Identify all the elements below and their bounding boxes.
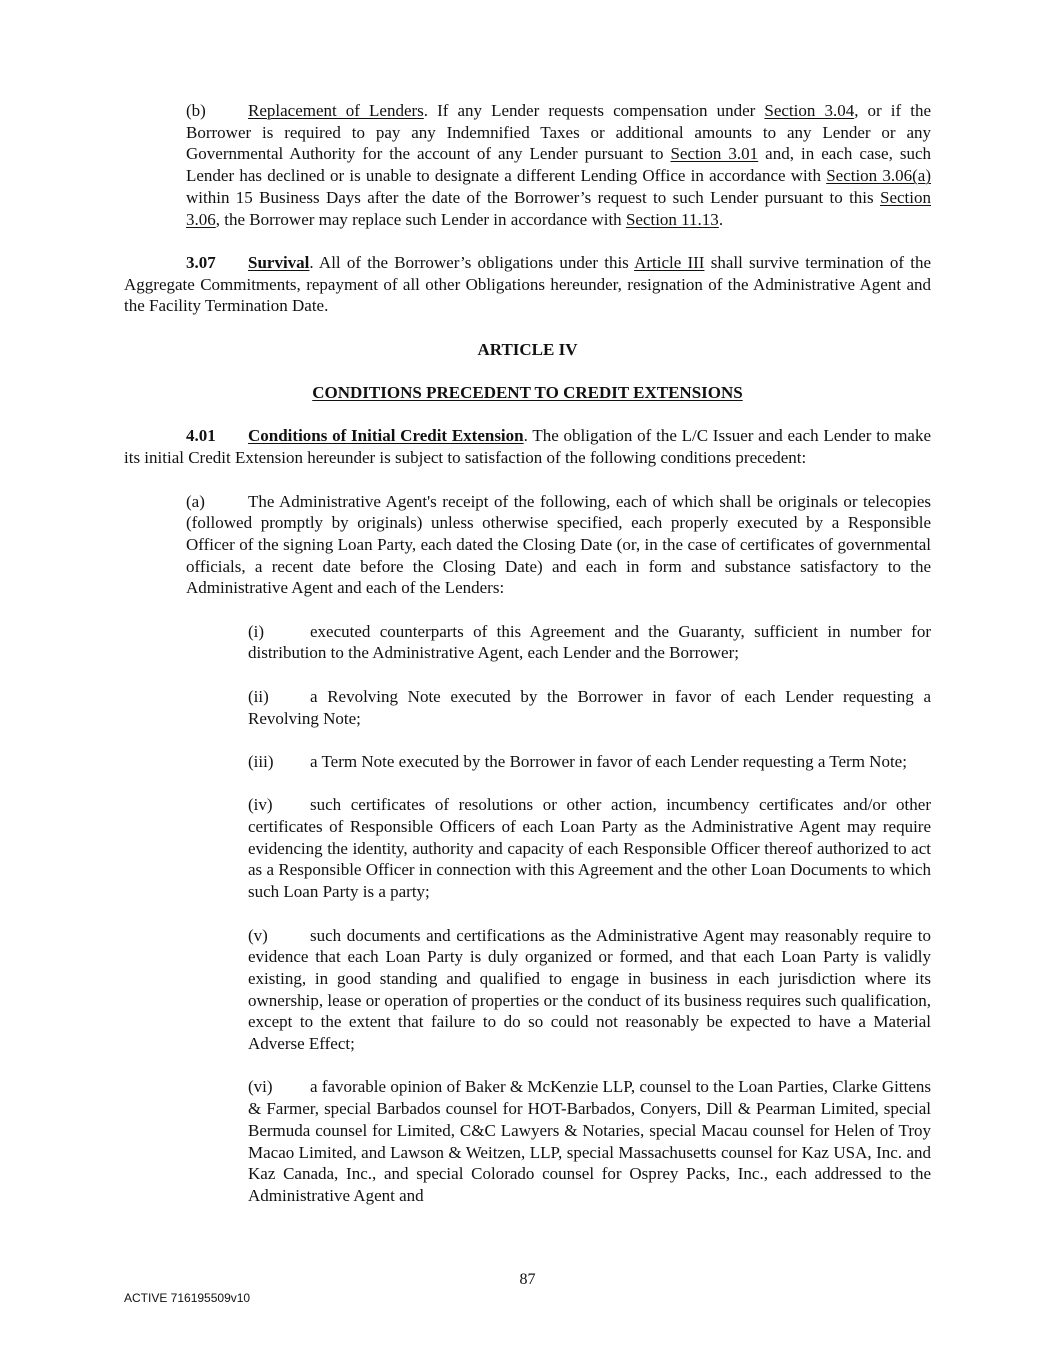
cross-reference[interactable]: Section 3.01: [670, 144, 759, 164]
section-3-07-survival: [124, 252, 931, 317]
article-title: [124, 382, 931, 404]
cross-reference[interactable]: Section 3.06: [186, 187, 931, 229]
list-item: [124, 751, 931, 773]
body-text: , or if the Borrower is required to pay any Indemnified Taxes or additional amounts to any Lender or any Governmental Authority for the account of any Lender pursuant to: [186, 101, 931, 164]
body-text: .: [718, 209, 724, 229]
paragraph-b-replacement-of-lenders: [124, 100, 931, 230]
section-title: Survival: [248, 252, 310, 272]
paragraph-label: (b): [186, 101, 206, 120]
section-4-01-conditions: [124, 425, 931, 468]
section-number: 4.01: [186, 426, 216, 446]
item-text: a Revolving Note executed by the Borrower in favor of each Lender requesting a Revolving Note;: [248, 686, 931, 728]
list-item: [124, 621, 931, 664]
page-number: 87: [519, 1271, 536, 1288]
cross-reference[interactable]: Article III: [634, 252, 705, 272]
body-text: shall survive termination of the Aggregate Commitments, repayment of all other Obligations hereunder, resignation of the Administrative Agent and the Facility Termination Date.: [124, 252, 932, 316]
body-text: , the Borrower may replace such Lender in accordance with: [215, 209, 626, 229]
item-label: (ii): [248, 686, 269, 706]
item-label: (iv): [248, 795, 273, 815]
item-text: such documents and certifications as the Administrative Agent may reasonably require to evidence that each Loan Party is duly organized or formed, and that each Loan Party is validly existing, in good standing and qualified to engage in business in each jurisdiction where its ownership, lease or operation of properties or the conduct of its business requires such qualification, except to the extent that failure to do so could not reasonably be expected to have a Material Adverse Effect;: [248, 925, 931, 1054]
item-text: executed counterparts of this Agreement and the Guaranty, sufficient in number for distribution to the Administrative Agent, each Lender and the Borrower;: [248, 621, 931, 663]
section-title: Conditions of Initial Credit Extension: [248, 426, 524, 446]
body-text: . All of the Borrower’s obligations under this: [309, 252, 635, 272]
list-item: [124, 794, 931, 903]
cross-reference[interactable]: Section 3.04: [764, 101, 855, 120]
item-label: (v): [248, 925, 268, 945]
document-page: [124, 100, 931, 1207]
body-text: . If any Lender requests compensation under: [423, 101, 765, 120]
list-item: [124, 686, 931, 729]
item-label: (vi): [248, 1077, 273, 1097]
paragraph-label: (a): [186, 491, 205, 511]
body-text: and, in each case, such Lender has declined or is unable to designate a different Lending Office in accordance with: [186, 144, 931, 186]
body-text: within 15 Business Days after the date of the Borrower’s request to such Lender pursuant to this: [186, 187, 880, 207]
paragraph-a-receipt: [124, 491, 931, 600]
item-text: a favorable opinion of Baker & McKenzie LLP, counsel to the Loan Parties, Clarke Gittens & Farmer, special Barbados counsel for HOT-Barbados, Conyers, Dill & Pearman Limited, special Bermuda counsel for Limited, C&C Lawyers & Notaries, special Macau counsel for Helen of Troy Macao Limited, and Lawson & Weitzen, LLP, special Massachusetts counsel for Kaz USA, Inc. and Kaz Canada, Inc., and special Colorado counsel for Osprey Packs, Inc., each addressed to the Administrative Agent and: [248, 1077, 931, 1205]
article-heading: ARTICLE IV: [477, 339, 578, 359]
list-item: [124, 925, 931, 1055]
list-item: [124, 1076, 931, 1206]
item-label: (iii): [248, 751, 274, 771]
body-text: The Administrative Agent's receipt of the following, each of which shall be originals or telecopies (followed promptly by originals) unless otherwise specified, each properly executed by a Responsible Officer of the signing Loan Party, each dated the Closing Date (or, in the case of certificates of governmental officials, a recent date before the Closing Date) and each in form and substance satisfactory to the Administrative Agent and each of the Lenders:: [186, 491, 931, 598]
body-text: . The obligation of the L/C Issuer and each Lender to make its initial Credit Extension hereunder is subject to satisfaction of the following conditions precedent:: [124, 426, 932, 468]
article-title-text: CONDITIONS PRECEDENT TO CREDIT EXTENSIONS: [312, 383, 743, 403]
cross-reference[interactable]: Section 11.13: [625, 209, 719, 229]
item-text: such certificates of resolutions or other action, incumbency certificates and/or other certificates of Responsible Officers of each Loan Party as the Administrative Agent may require evidencing the identity, authority and capacity of each Responsible Officer thereof authorized to act as a Responsible Officer in connection with this Agreement and the other Loan Documents to which such Loan Party is a party;: [248, 795, 931, 902]
section-number: 3.07: [186, 252, 216, 272]
document-id: ACTIVE 716195509v10: [124, 1291, 251, 1305]
item-label: (i): [248, 621, 265, 641]
cross-reference[interactable]: Section 3.06(a): [826, 166, 932, 186]
item-text: a Term Note executed by the Borrower in favor of each Lender requesting a Term Note;: [310, 751, 907, 771]
section-title: Replacement of Lenders: [248, 101, 424, 120]
